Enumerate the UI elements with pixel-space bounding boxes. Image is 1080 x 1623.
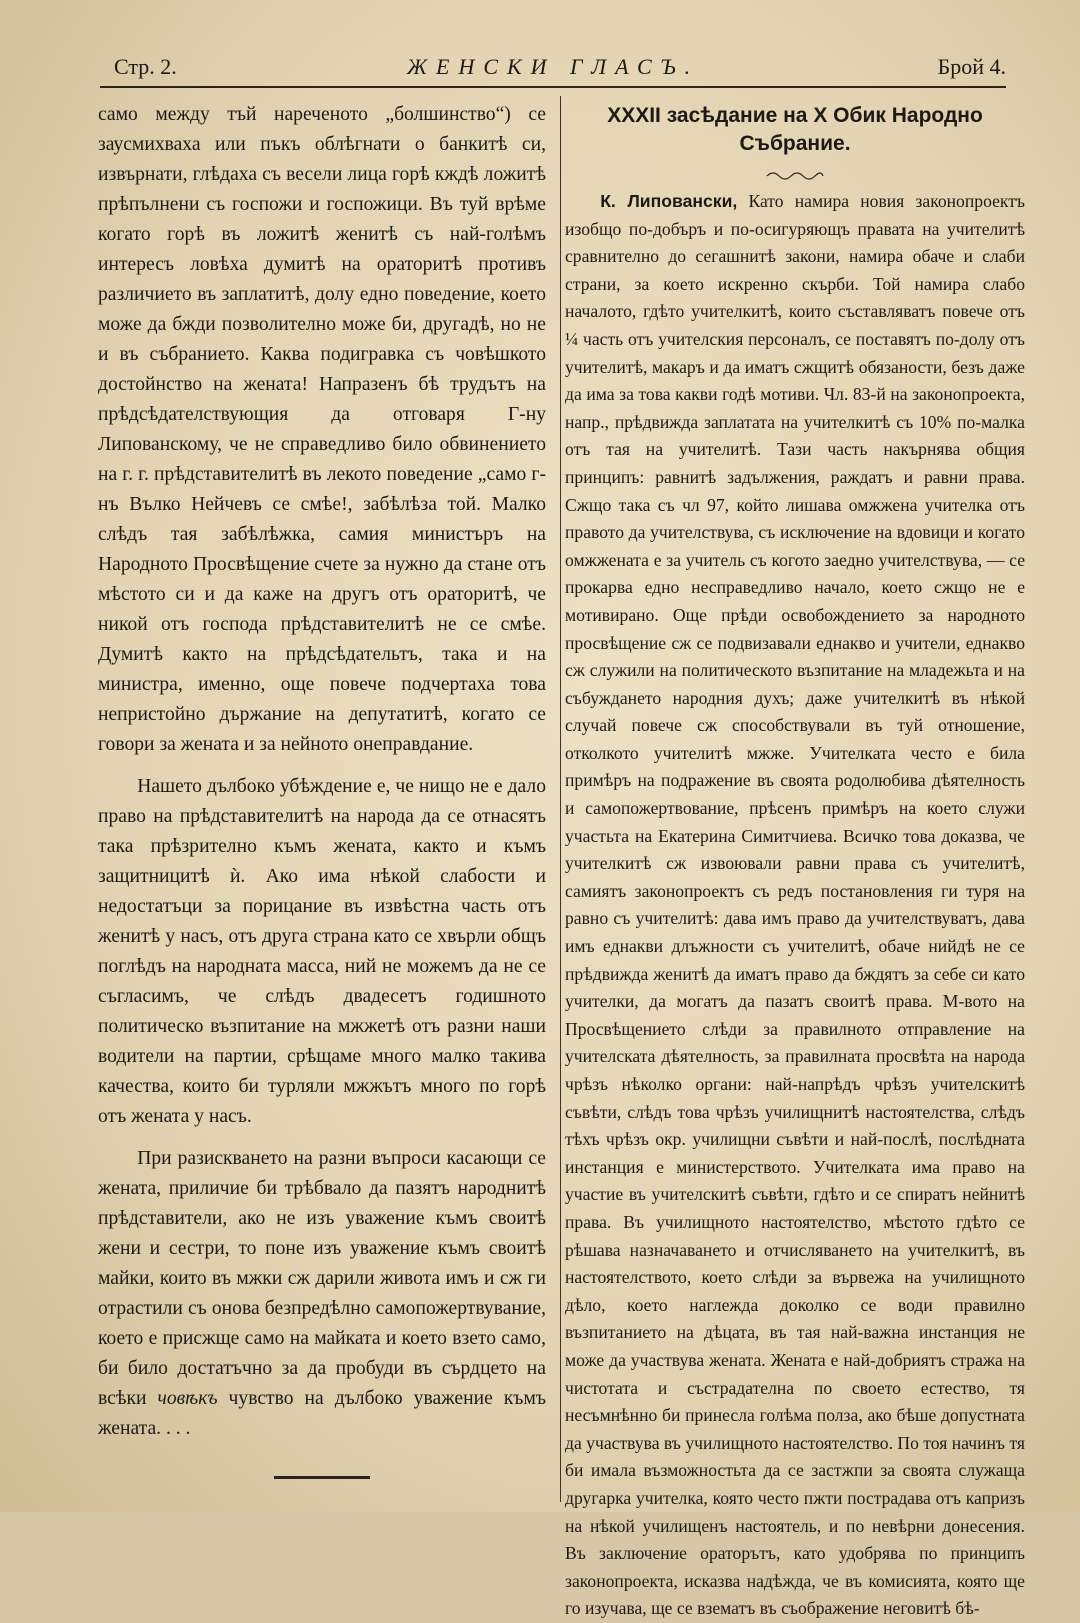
page-number: Стр. 2. bbox=[114, 54, 177, 79]
left-paragraph-1: само между тъй нареченото „болшинство“) се заусмихваха или пъкъ облѣгнати о банкитѣ си, извърнати, глѣдаха съ весели лица горѣ кждѣ ложитѣ прѣпълнени съ госпожи и госпожици. Въ туй врѣме когато горѣ въ ложитѣ женитѣ съ най-голѣмъ интересъ ловѣха думитѣ на ораторитѣ противъ различието въ заплатитѣ, долу едно поведение, което може да бжди позволително може би, другадѣ, но не и въ събранието. Каква подигравка съ човѣшкото достойнство на жената! Напразенъ бѣ трудътъ на прѣдсѣдателствующия да отговаря Г-ну Липованскому, че не справедливо било обвинението на г. г. прѣдставителитѣ въ лекото поведение „само г-нъ Вълко Нейчевъ се смѣе!, забѣлѣза той. Малко слѣдъ тая забѣлѣжка, самия министъръ на Народното Просвѣщение счете за нужно да стане отъ мѣстото си и да каже на другъ отъ ораторитѣ, че никой отъ господа прѣдставителитѣ не се смѣе. Думитѣ както на прѣдсѣдательтъ, така и на министра, именно, още повече подчертаха това непристойно държание на депутатитѣ, когато се говори за жената и за нейното онеправдание. bbox=[98, 104, 546, 755]
speech-paragraph bbox=[565, 188, 1025, 1623]
ornament-squiggle bbox=[765, 170, 825, 180]
right-column bbox=[565, 100, 1025, 1623]
left-paragraph-3-italic: човѣкъ bbox=[157, 1388, 218, 1409]
speaker-name: К. Липовански, bbox=[600, 191, 738, 211]
left-paragraph-3 bbox=[98, 1144, 546, 1444]
speech-body: Като намира новия законопроектъ изобщо по-добъръ и по-осигуряющъ правата на учителитѣ сравнително до сегашнитѣ закони, намира обаче и слаби страни, за което искренно скърби. Той намира слабо началото, гдѣто учителкитѣ, които съставляватъ повече отъ ¼ часть отъ учителския персоналъ, се поставятъ по-долу отъ учителитѣ, макаръ и да иматъ сжщитѣ обязаности, безъ даже да има за това какви годѣ мотиви. Чл. 83-й на законопроекта, напр., прѣдвижда заплатата на учителкитѣ съ 10% по-малка отъ тая на учителитѣ. Тази часть накърнява общия принципъ: равнитѣ задължения, раждатъ и равни права. Сжщо така съ чл 97, който лишава омжжена учителка отъ правото да учителствува, съ исключение на вдовици и когато омжжената е за учитель съ когото заедно учителствува, — се прокарва едно несправедливо начало, което сжщо не е мотивирано. Още прѣди освобождението за народното просвѣщение сж се подвизавали еднакво и учители, еднакво сж служили на политическото възпитание на младежьта и на събуждането народния духъ; даже учителкитѣ въ нѣкой случай повече сж способствували въ туй отношение, отколкото учителитѣ мжже. Учителката често е била примѣръ на подражение въ своята родолюбива дѣятелность и самопожертвование, прѣсенъ примѣръ на което служи участьта на Екатерина Симитчиева. Всичко това доказва, че учителкитѣ сж извоювали равни права съ учителитѣ, самиятъ законопроектъ съ редъ постановления ги туря на равно съ учителитѣ: дава имъ право да учителствуватъ, дава имъ еднакви длъжности съ учителитѣ, обаче нийдѣ не се прѣдвижда женитѣ да иматъ право да бждятъ за себе си като учителки, да могатъ да пазатъ своитѣ права. М-вото на Просвѣщението слѣди за правилното отправление на учителската дѣятелность, за правилната просвѣта на народа чрѣзъ нѣколко органи: най-напрѣдъ чрѣзъ учителскитѣ съвѣти, слѣдъ това чрѣзъ училищнитѣ настоятелства, слѣдъ тѣхъ чрѣзъ окр. училищни съвѣти и най-послѣ, послѣдната инстанция е министерството. Учителката има право на участие въ учителскитѣ съвѣти, гдѣто и се спиратъ нейнитѣ права. Въ училищното настоятелство, мѣстото гдѣто се рѣшава назначаването и отчисляването на учителкитѣ, въ настоятелството, което слѣди за вървежа на училищното дѣло, което наглежда доколко се води правилно възпитанието на дѣцата, въ тая най-важна инстанция не може да участвува жената. Жената е най-добриятъ стража на чистотата и състрадателна по своето естество, тя несъмнѣнно би принесла голѣма полза, ако бѣше допустната да участвува въ училищното настоятелство. По тоя начинъ тя би имала възможностьта да се застжпи за своята служаща другарка учителка, която често пжти пострадава отъ капризъ на нѣкой училищенъ настоятель, и по невѣрни донесения. Въ заключение ораторътъ, като удобрява по принципъ законопроекта, исказва надѣжда, че въ комисията, която ще го изучава, ще се взематъ въ съображение неговитѣ бѣ- bbox=[565, 191, 1025, 1619]
newspaper-title: ЖЕНСКИ ГЛАСЪ. bbox=[406, 54, 700, 79]
column-divider bbox=[560, 96, 561, 1502]
article-title: XXXII засѣдание на X Обик Народно Събрание. bbox=[607, 104, 983, 155]
issue-number: Брой 4. bbox=[937, 54, 1006, 79]
left-paragraph-2: Нашето дълбоко убѣждение е, че нищо не е дало право на прѣдставителитѣ на народа да се отнасятъ така прѣзрително къмъ жената, както и къмъ защитницитѣ ѝ. Ако има нѣкой слабости и недостатъци за порицание въ извѣстна часть отъ женитѣ у насъ, отъ друга страна като се хвърли общъ поглѣдъ на народната масса, ний не можемъ да не се съгласимъ, че слѣдъ двадесетъ годишното политическо възпитание на мжжетѣ отъ разни наши водители на партии, срѣщаме много малко такива качества, които би турляли мжжътъ много по горѣ отъ жената у насъ. bbox=[98, 776, 546, 1127]
page-header bbox=[100, 46, 1006, 88]
end-of-article-rule bbox=[274, 1476, 370, 1479]
left-column bbox=[98, 100, 546, 1479]
left-paragraph-3-main: При разискването на разни въпроси касающи се жената, приличие би трѣбвало да пазятъ народнитѣ прѣдставители, ако не изъ уважение къмъ своитѣ жени и сестри, то поне изъ уважение къмъ своитѣ майки, които въ мжки сж дарили живота имъ и сж ги отрастили съ онова безпредѣлно самопожертвувание, което е присжще само на майката и което взето само, би било достатъчно за да пробуди въ сърдцето на всѣки bbox=[98, 1148, 546, 1409]
left-paragraph-3-end: чувство на дълбоко уважение къмъ жената. . . . bbox=[98, 1388, 546, 1439]
